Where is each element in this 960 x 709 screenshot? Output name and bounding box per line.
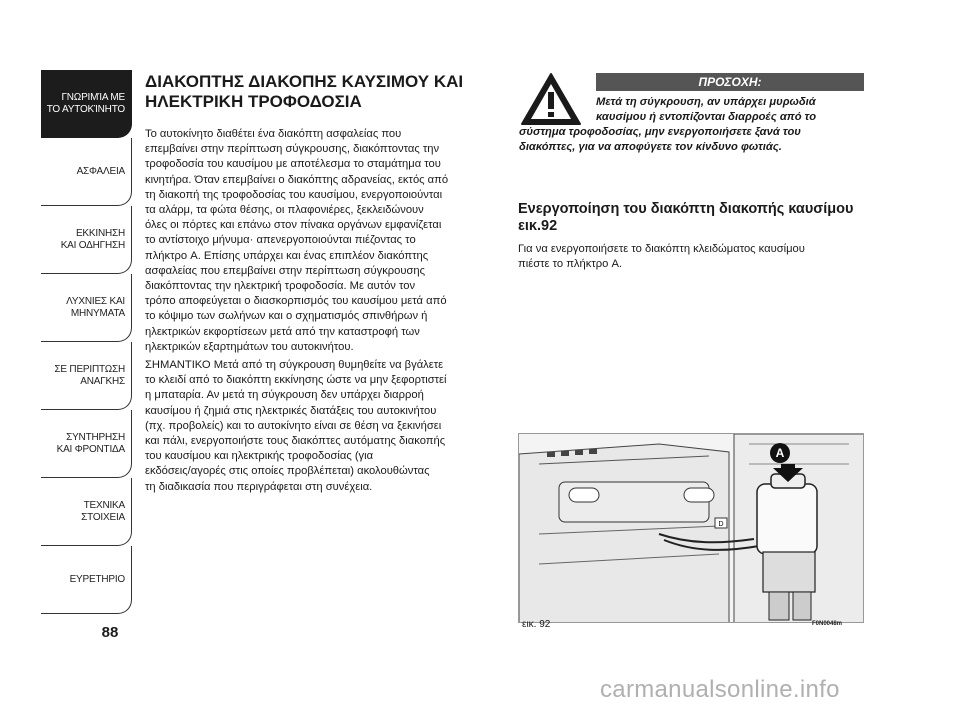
section-title-text: ΔΙΑΚΟΠΤΗΣ ΔΙΑΚΟΠΗΣ ΚΑΥΣΙΜΟΥ ΚΑΙ ΗΛΕΚΤΡΙΚΗ ΤΡΟΦΟΔΟΣΙΑ: [145, 72, 464, 111]
paragraph-description: Το αυτοκίνητο διαθέτει ένα διακόπτη ασφαλείας που επεμβαίνει στην περίπτωση σύγκρουσης, διακόπτοντας την τροφοδοσία του καυσίμου με αποτέλεσμα το σταμάτημα του κινητήρα. Όταν επεμβαίνει ο διακόπτης αδρανείας, εκτός από τη διακοπή της τροφοδοσίας του καυσίμου, ενεργοποιούνται τα αλάρμ, τα φώτα θέσης, οι πλαφονιέρες, ξεκλειδώνουν όλες οι πόρτες και επάνω στον πίνακα οργάνων εμφανίζεται το αντίστοιχο μήνυμα· απενεργοποιούνται πιέζοντας το πλήκτρο A. Επίσης υπάρχει και ένας επιπλέον διακόπτης ασφαλείας που επεμβαίνει στην περίπτωση σύγκρουσης διακόπτοντας την ηλεκτρική τροφοδοσία. Με αυτόν τον τρόπο αποφεύγεται ο διασκορπισμός του καυσίμου μετά από το κόψιμο των σωλήνων και ο σχηματισμός σπινθήρων ή ηλεκτρικών εκφορτίσεων μετά από την καταστροφή των ηλεκτρικών εξαρτημάτων του αυτοκινήτου.: [145, 128, 449, 353]
panel-mark: D: [718, 521, 724, 528]
fuel-cutoff-switch-illustration: [519, 434, 864, 623]
section-body: [145, 127, 515, 498]
warning-triangle-icon: [520, 72, 582, 126]
section-title: [145, 72, 505, 112]
warning-heading: ΠΡΟΣΟΧΗ:: [596, 73, 864, 91]
tab-label: ΓΝΩΡΙΜΊΑ ΜΕ ΤΟ ΑΥΤΟΚΊΝΗΤΟ: [46, 91, 125, 115]
tab-technical-data[interactable]: [41, 478, 132, 546]
tab-label: ΕΥΡΕΤΗΡΙΟ: [69, 573, 125, 585]
figure-92: [518, 433, 864, 623]
warning-box: [516, 70, 866, 170]
tab-maintenance[interactable]: [41, 410, 132, 478]
tab-label: ΣΥΝΤΗΡΗΣΗ ΚΑΙ ΦΡΟΝΤΙΔΑ: [56, 431, 125, 455]
warning-text-first: Μετά τη σύγκρουση, αν υπάρχει μυρωδιά καυσίμου ή εντοπίζονται διαρροές από το: [596, 96, 817, 123]
tab-warning-lights[interactable]: [41, 274, 132, 342]
watermark: carmanualsonline.info: [600, 676, 840, 703]
warning-text-second: σύστημα τροφοδοσίας, μην ενεργοποιήσετε ξανά του διακόπτες, για να αποφύγετε τον κίνδυνο φωτιάς.: [519, 126, 801, 153]
activation-title: Ενεργοποίηση του διακόπτη διακοπής καυσίμου εικ.92: [518, 201, 854, 234]
tab-label: ΕΚΚΙΝΗΣΗ ΚΑΙ ΟΔΗΓΗΣΗ: [60, 227, 125, 251]
callout-a-marker: [770, 443, 790, 463]
figure-caption: εικ. 92: [522, 619, 551, 630]
tab-getting-to-know-car[interactable]: [41, 70, 132, 138]
tab-safety[interactable]: [41, 138, 132, 206]
page-number: 88: [101, 624, 119, 641]
tab-label: ΛΥΧΝΙΕΣ ΚΑΙ ΜΗΝΥΜΑΤΑ: [66, 295, 125, 319]
tab-label: ΣΕ ΠΕΡΙΠΤΩΣΗ ΑΝΑΓΚΗΣ: [54, 363, 125, 387]
paragraph-important: ΣΗΜΑΝΤΙΚΟ Μετά από τη σύγκρουση θυμηθείτε να βγάλετε το κλειδί από το διακόπτη εκκίνησης ώστε να μην ξεφορτιστεί η μπαταρία. Αν μετά τη σύγκρουση δεν υπάρχει διαρροή καυσίμου ή ζημιά στις ηλεκτρικές διατάξεις του αυτοκινήτου (πχ. προβολείς) και το αυτοκίνητο είναι σε θέση να ξεκινήσει και πάλι, ενεργοποιήστε τους διακόπτες αυτόματης διακοπής του καυσίμου και ηλεκτρικής τροφοδοσίας (για εκδόσεις/αγορές στις οποίες προβλέπεται) ακολουθώντας τη διαδικασία που περιγράφεται στη συνέχεια.: [145, 359, 447, 493]
tab-starting-driving[interactable]: [41, 206, 132, 274]
tab-label: ΤΕΧΝΙΚΑ ΣΤΟΙΧΕΙΑ: [81, 499, 125, 523]
figure-code: F0N0048m: [812, 621, 843, 627]
tab-label: ΑΣΦΑΛΕΙΑ: [76, 165, 125, 177]
activation-text: Για να ενεργοποιήσετε το διακόπτη κλειδώματος καυσίμου πιέστε το πλήκτρο A.: [518, 243, 805, 270]
callout-a-label: A: [775, 446, 785, 460]
chapter-sidebar: [41, 70, 132, 614]
tab-index[interactable]: [41, 546, 132, 614]
tab-emergency[interactable]: [41, 342, 132, 410]
